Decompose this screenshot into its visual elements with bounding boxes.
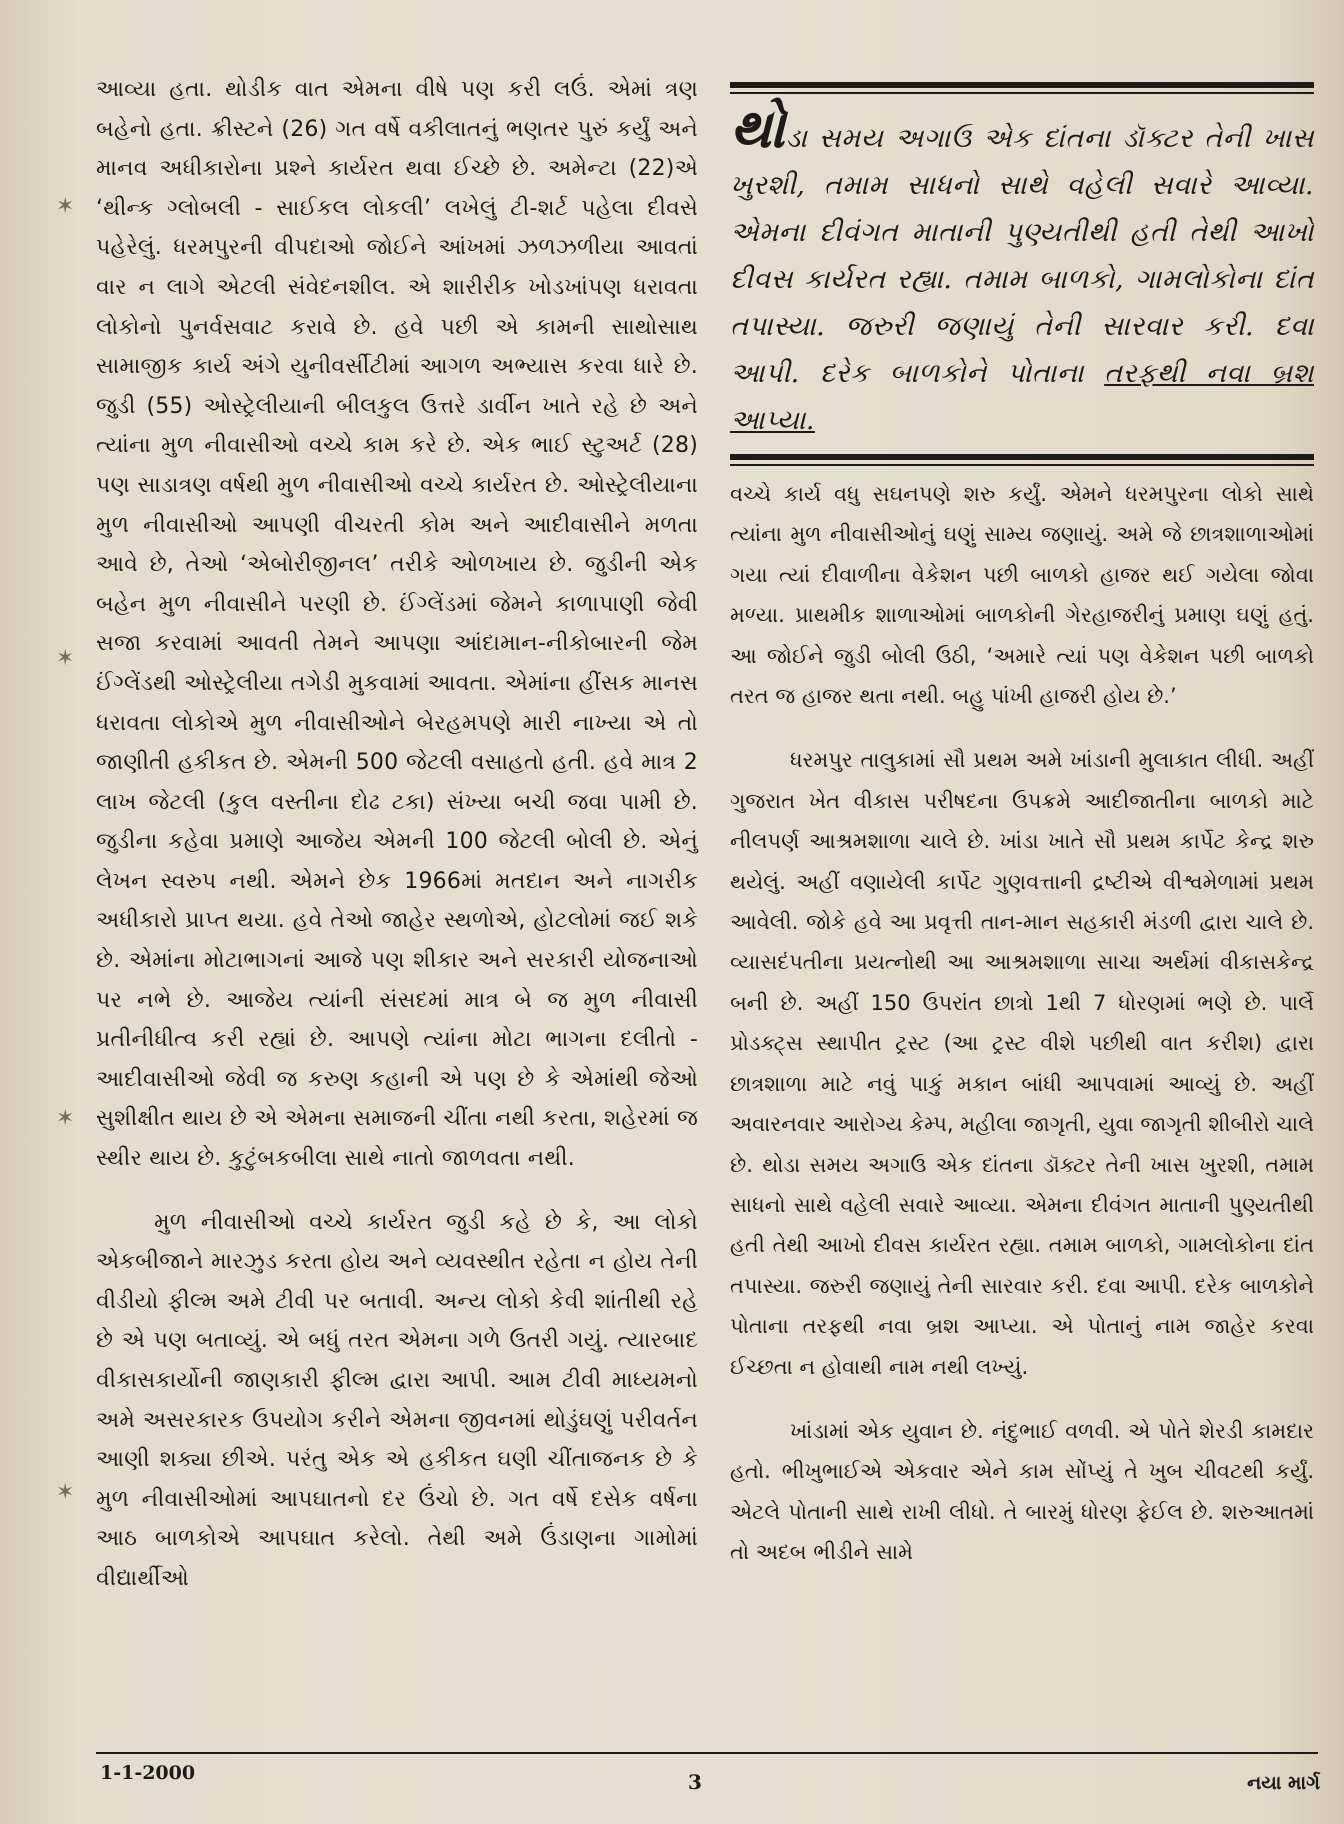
left-column bbox=[96, 70, 698, 1599]
magazine-name: નયા માર્ગ bbox=[1247, 1772, 1320, 1794]
staple-mark-icon: ✶ bbox=[56, 1480, 75, 1505]
staple-mark-icon: ✶ bbox=[56, 646, 75, 671]
pullquote bbox=[730, 96, 1314, 444]
pullquote-bottom-rule-thin bbox=[730, 464, 1314, 466]
right-body bbox=[730, 474, 1314, 1573]
staple-mark-icon: ✶ bbox=[56, 194, 75, 219]
pullquote-dropcap: થો bbox=[730, 96, 786, 160]
footer-rule bbox=[96, 1752, 1318, 1754]
pullquote-top-rule-thin bbox=[730, 92, 1314, 94]
right-paragraph-2: ધરમપુર તાલુકામાં સૌ પ્રથમ અમે ખાંડાની મુલાકાત લીધી. અહીં ગુજરાત ખેત વીકાસ પરીષદના ઉપક્રમે આદીજાતીના બાળકો માટે નીલપર્ણ આશ્રમશાળા ચાલે છે. ખાંડા ખાતે સૌ પ્રથમ કાર્પેટ કેન્દ્ર શરુ થયેલું. અહીં વણાયેલી કાર્પેટ ગુણવત્તાની દ્રષ્ટીએ વીશ્વમેળામાં પ્રથમ આવેલી. જોકે હવે આ પ્રવૃત્તી તાન-માન સહકારી મંડળી દ્વારા ચાલે છે. વ્યાસદંપતીના પ્રયત્નોથી આ આશ્રમશાળા સાચા અર્થમાં વીકાસકેન્દ્ર બની છે. અહીં 150 ઉપરાંત છાત્રો 1થી 7 ધોરણમાં ભણે છે. પાર્લે પ્રોડક્ટ્સ સ્થાપીત ટ્રસ્ટ (આ ટ્રસ્ટ વીશે પછીથી વાત કરીશ) દ્વારા છાત્રશાળા માટે નવું પાકું મકાન બાંધી આપવામાં આવ્યું છે. અહીં અવારનવાર આરોગ્ય કેમ્પ, મહીલા જાગૃતી, યુવા જાગૃતી શીબીરો ચાલે છે. થોડા સમય અગાઉ એક દાંતના ડૉક્ટર તેની ખાસ ખુરશી, તમામ સાધનો સાથે વહેલી સવારે આવ્યા. એમના દીવંગત માતાની પુણ્યતીથી હતી તેથી આખો દીવસ કાર્યરત રહ્યા. તમામ બાળકો, ગામલોકોના દાંત તપાસ્યા. જરુરી જણાયું તેની સારવાર કરી. દવા આપી. દરેક બાળકોને પોતાના તરફથી નવા બ્રશ આપ્યા. એ પોતાનું નામ જાહેર કરવા ઈચ્છતા ન હોવાથી નામ નથી લખ્યું. bbox=[730, 748, 1314, 1379]
pullquote-top-rule bbox=[730, 82, 1314, 88]
page-number: 3 bbox=[688, 1770, 702, 1794]
right-paragraph-3: ખાંડામાં એક યુવાન છે. નંદુભાઈ વળવી. એ પોતે શેરડી કામદાર હતો. ભીખુભાઈએ એકવાર એને કામ સોંપ્યું તે ખુબ ચીવટથી કર્યું. એટલે પોતાની સાથે રાખી લીધો. તે બારમું ધોરણ ફેઈલ છે. શરુઆતમાં તો અદબ ભીડીને સામે bbox=[730, 1418, 1314, 1565]
pullquote-bottom-rule bbox=[730, 454, 1314, 460]
staple-mark-icon: ✶ bbox=[56, 1106, 75, 1131]
pullquote-last-line: તરફથી નવા બ્રશ આપ્યા. bbox=[730, 358, 1314, 436]
footer-date: 1-1-2000 bbox=[100, 1762, 196, 1784]
right-column bbox=[730, 82, 1314, 1573]
left-paragraph-2: મુળ નીવાસીઓ વચ્ચે કાર્યરત જુડી કહે છે કે, આ લોકો એકબીજાને મારઝુડ કરતા હોય અને વ્યવસ્થીત રહેતા ન હોય તેની વીડીયો ફીલ્મ અમે ટીવી પર બતાવી. અન્ય લોકો કેવી શાંતીથી રહે છે એ પણ બતાવ્યું. એ બધું તરત એમના ગળે ઉતરી ગયું. ત્યારબાદ વીકાસકાર્યોની જાણકારી ફીલ્મ દ્વારા આપી. આમ ટીવી માધ્યમનો અમે અસરકારક ઉપયોગ કરીને એમના જીવનમાં થોડુંઘણું પરીવર્તન આણી શક્યા છીએ. પરંતુ એક એ હકીકત ઘણી ચીંતાજનક છે કે મુળ નીવાસીઓમાં આપઘાતનો દર ઉંચો છે. ગત વર્ષે દસેક વર્ષના આઠ બાળકોએ આપઘાત કરેલો. તેથી અમે ઉંડાણના ગામોમાં વીદ્યાર્થીઓ bbox=[96, 1209, 698, 1591]
right-paragraph-1: વચ્ચે કાર્ય વધુ સઘનપણે શરુ કર્યું. એમને ધરમપુરના લોકો સાથે ત્યાંના મુળ નીવાસીઓનું ઘણું સામ્ય જણાયું. અમે જે છાત્રશાળાઓમાં ગયા ત્યાં દીવાળીના વેકેશન પછી બાળકો હાજર થઈ ગયેલા જોવા મળ્યા. પ્રાથમીક શાળાઓમાં બાળકોની ગેરહાજરીનું પ્રમાણ ઘણું હતું. આ જોઈને જુડી બોલી ઉઠી, ‘અમારે ત્યાં પણ વેકેશન પછી બાળકો તરત જ હાજર થતા નથી. બહુ પાંખી હાજરી હોય છે.’ bbox=[730, 482, 1314, 709]
left-paragraph-1: આવ્યા હતા. થોડીક વાત એમના વીષે પણ કરી લઉં. એમાં ત્રણ બહેનો હતા. ક્રીસ્ટને (26) ગત વર્ષે વકીલાતનું ભણતર પુરું કર્યું અને માનવ અધીકારોના પ્રશ્ને કાર્યરત થવા ઈચ્છે છે. અમેન્ટા (22)એ ‘થીન્ક ગ્લોબલી - સાઈકલ લોકલી’ લખેલું ટી-શર્ટ પહેલા દીવસે પહેરેલું. ધરમપુરની વીપદાઓ જોઈને આંખમાં ઝળઝળીયા આવતાં વાર ન લાગે એટલી સંવેદનશીલ. એ શારીરીક ખોડખાંપણ ધરાવતા લોકોનો પુનર્વસવાટ કરાવે છે. હવે પછી એ કામની સાથોસાથ સામાજીક કાર્ય અંગે યુનીવર્સીટીમાં આગળ અભ્યાસ કરવા ધારે છે. જુડી (55) ઓસ્ટ્રેલીયાની બીલકુલ ઉત્તરે ડાર્વીન ખાતે રહે છે અને ત્યાંના મુળ નીવાસીઓ વચ્ચે કામ કરે છે. એક ભાઈ સ્ટુઅર્ટ (28) પણ સાડાત્રણ વર્ષથી મુળ નીવાસીઓ વચ્ચે કાર્યરત છે. ઓસ્ટ્રેલીયાના મુળ નીવાસીઓ આપણી વીચરતી કોમ અને આદીવાસીને મળતા આવે છે, તેઓ ‘એબોરીજીનલ’ તરીકે ઓળખાય છે. જુડીની એક બહેન મુળ નીવાસીને પરણી છે. ઈંગ્લેંડમાં જેમને કાળાપાણી જેવી સજા કરવામાં આવતી તેમને આપણા આંદામાન-નીકોબારની જેમ ઈંગ્લેંડથી ઓસ્ટ્રેલીયા તગેડી મુકવામાં આવતા. એમાંના હીંસક માનસ ધરાવતા લોકોએ મુળ નીવાસીઓને બેરહમપણે મારી નાખ્યા એ તો જાણીતી હકીકત છે. એમની 500 જેટલી વસાહતો હતી. હવે માત્ર 2 લાખ જેટલી (કુલ વસ્તીના દોઢ ટકા) સંખ્યા બચી જવા પામી છે. જુડીના કહેવા પ્રમાણે આજેય એમની 100 જેટલી બોલી છે. એનું લેખન સ્વરુપ નથી. એમને છેક 1966માં મતદાન અને નાગરીક અધીકારો પ્રાપ્ત થયા. હવે તેઓ જાહેર સ્થળોએ, હોટલોમાં જઈ શકે છે. એમાંના મોટાભાગનાં આજે પણ શીકાર અને સરકારી યોજનાઓ પર નભે છે. આજેય ત્યાંની સંસદમાં માત્ર બે જ મુળ નીવાસી પ્રતીનીધીત્વ કરી રહ્યાં છે. આપણે ત્યાંના મોટા ભાગના દલીતો - આદીવાસીઓ જેવી જ કરુણ કહાની એ પણ છે કે એમાંથી જેઓ સુશીક્ષીત થાય છે એ એમના સમાજની ચીંતા નથી કરતા, શહેરમાં જ સ્થીર થાય છે. કુટુંબકબીલા સાથે નાતો જાળવતા નથી. bbox=[96, 77, 698, 1172]
pullquote-text: ડા સમય અગાઉ એક દાંતના ડૉક્ટર તેની ખાસ ખુરશી, તમામ સાધનો સાથે વહેલી સવારે આવ્યા. એમના દીવંગત માતાની પુણ્યતીથી હતી તેથી આખો દીવસ કાર્યરત રહ્યા. તમામ બાળકો, ગામલોકોના દાંત તપાસ્યા. જરુરી જણાયું તેની સારવાર કરી. દવા આપી. દરેક બાળકોને પોતાના bbox=[730, 123, 1314, 389]
